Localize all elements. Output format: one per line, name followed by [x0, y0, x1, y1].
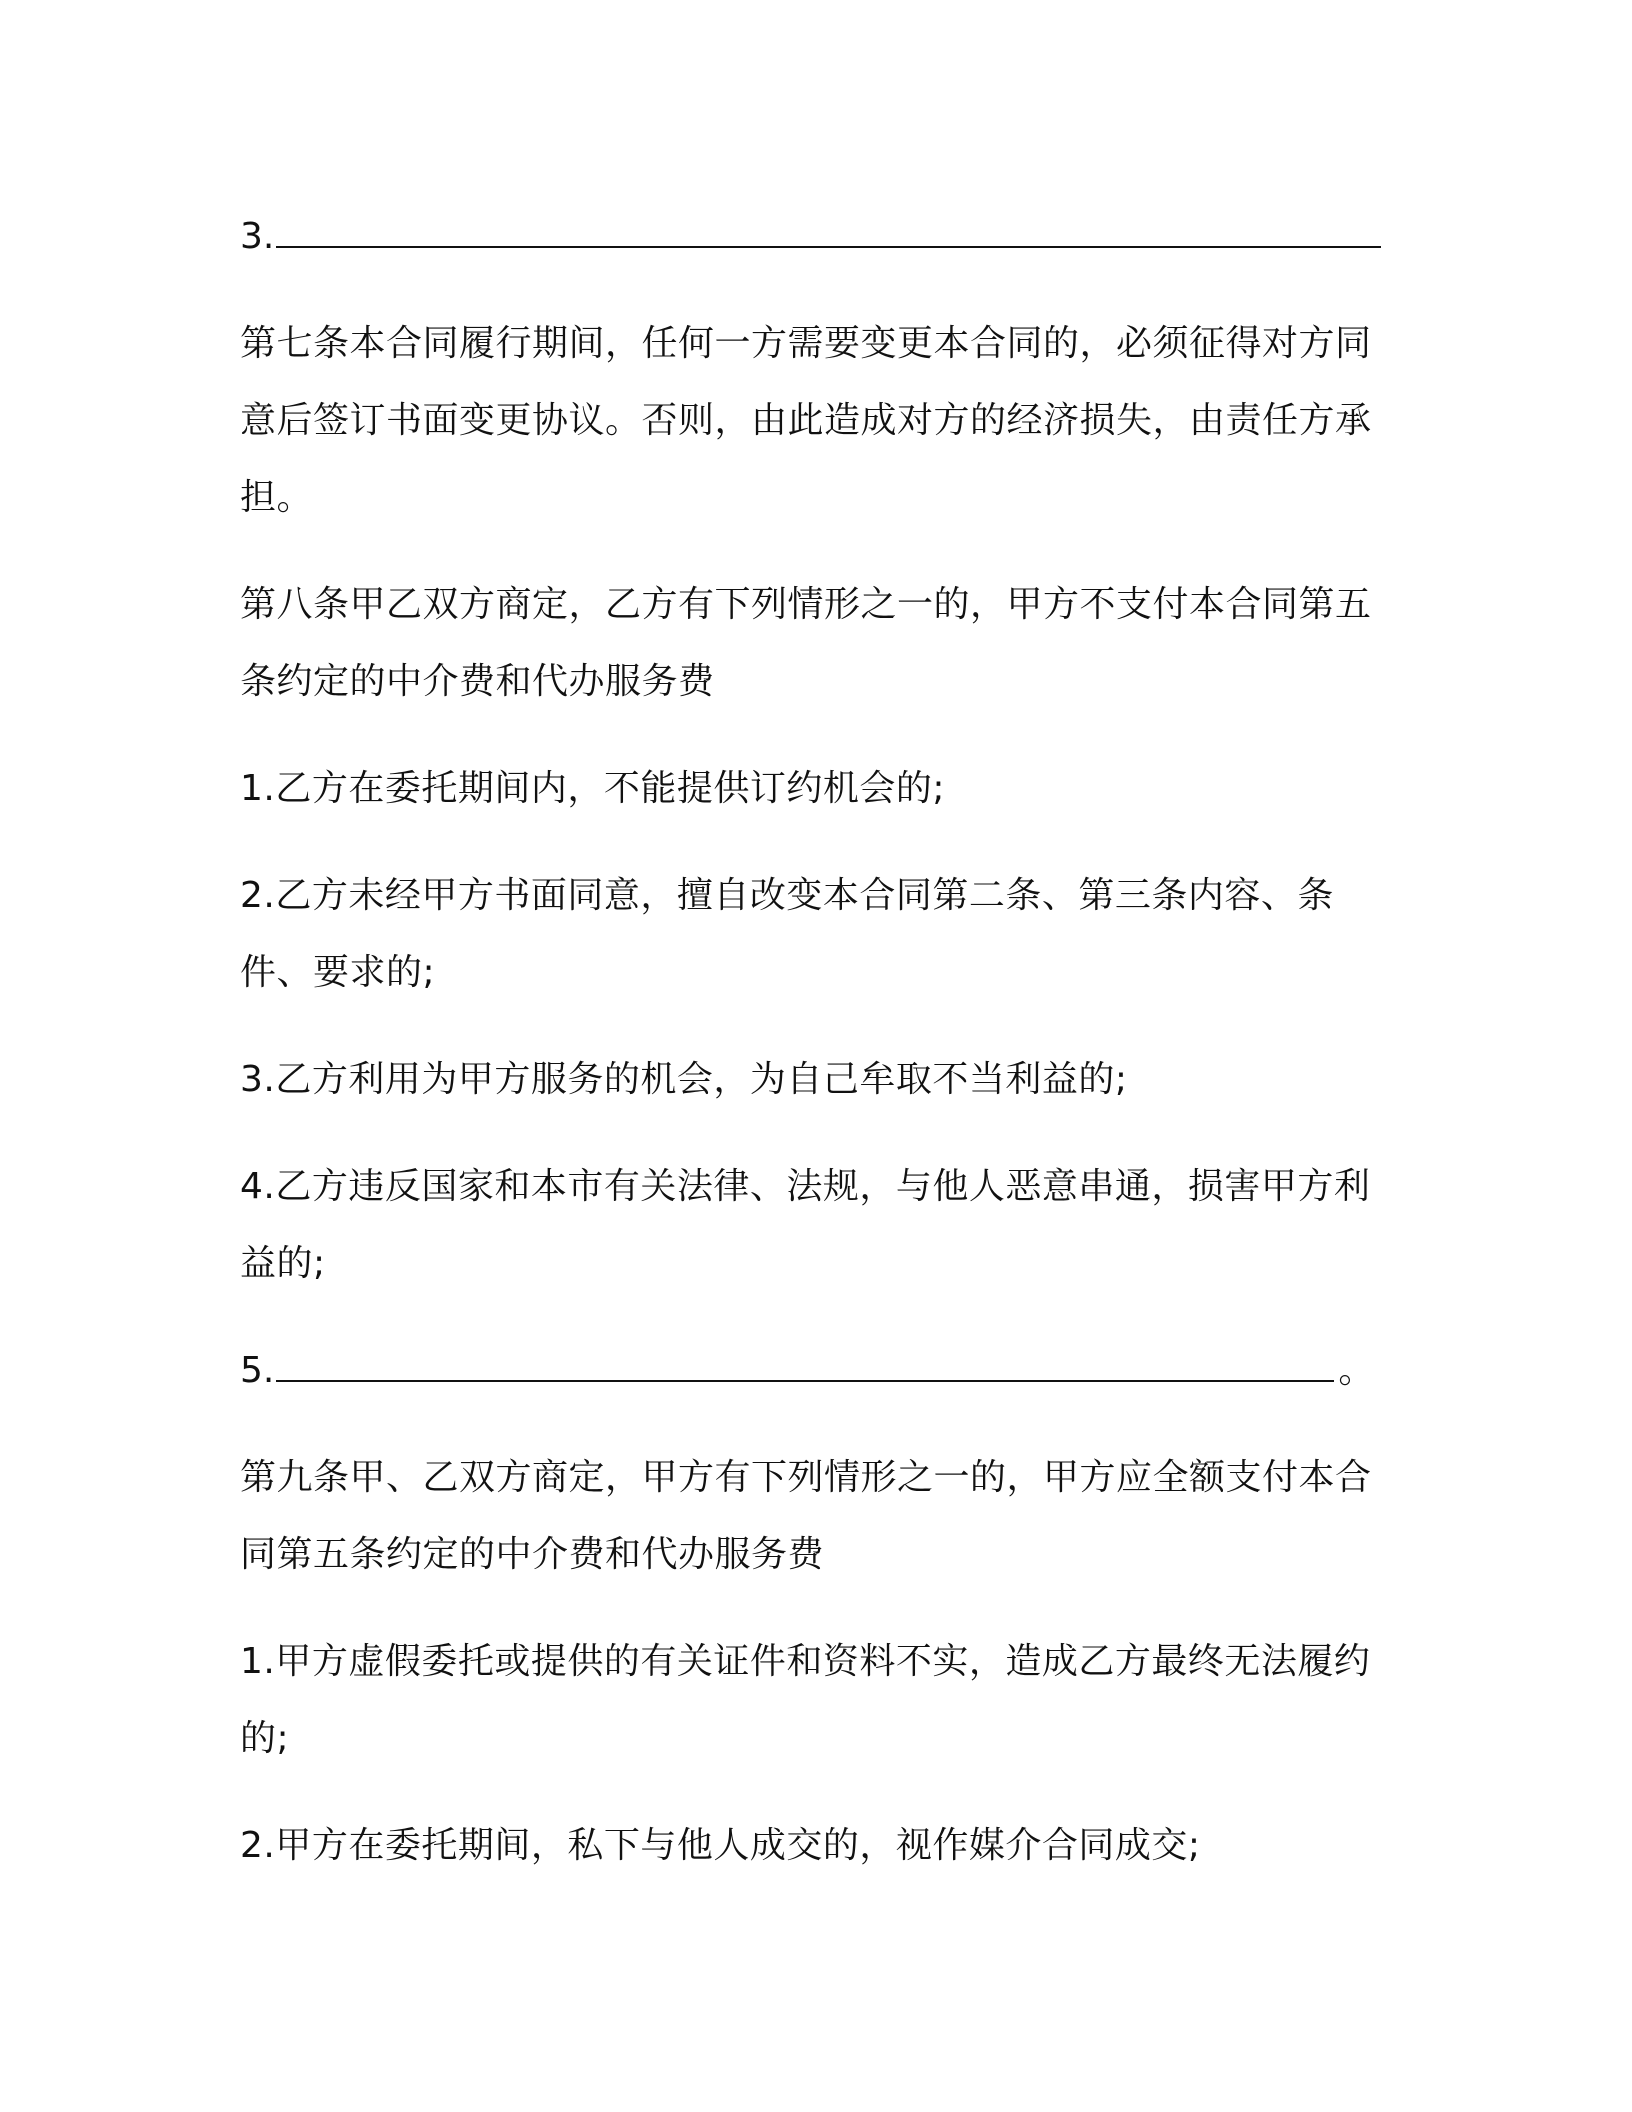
article-8-item-3: 3.乙方利用为甲方服务的机会，为自己牟取不当利益的;: [240, 1059, 1128, 1100]
article-9-item-1: 1.甲方虚假委托或提供的有关证件和资料不实，造成乙方最终无法履约的;: [240, 1641, 1371, 1759]
article-9-paragraph: 第九条甲、乙双方商定，甲方有下列情形之一的，甲方应全额支付本合同第五条约定的中介费和代办服务费: [240, 1457, 1372, 1575]
blank-item-5: [240, 1332, 1392, 1409]
blank-item-3: [240, 198, 1392, 275]
article-8-item-4: 4.乙方违反国家和本市有关法律、法规，与他人恶意串通，损害甲方利益的;: [240, 1166, 1371, 1284]
item-number: 5.: [240, 1350, 275, 1391]
item-end-punctuation: 。: [1338, 1350, 1375, 1391]
fill-in-blank-line: [276, 216, 1381, 248]
article-8-item-2: 2.乙方未经甲方书面同意，擅自改变本合同第二条、第三条内容、条件、要求的;: [240, 875, 1334, 993]
article-7-paragraph: 第七条本合同履行期间，任何一方需要变更本合同的，必须征得对方同意后签订书面变更协议。否则，由此造成对方的经济损失，由责任方承担。: [240, 323, 1372, 518]
article-8-paragraph: 第八条甲乙双方商定，乙方有下列情形之一的，甲方不支付本合同第五条约定的中介费和代办服务费: [240, 584, 1372, 702]
item-number: 3.: [240, 216, 275, 257]
document-body: [240, 198, 1392, 1914]
article-9-item-2: 2.甲方在委托期间，私下与他人成交的，视作媒介合同成交;: [240, 1825, 1201, 1866]
article-8-item-1: 1.乙方在委托期间内，不能提供订约机会的;: [240, 768, 945, 809]
fill-in-blank-line: [276, 1350, 1334, 1382]
